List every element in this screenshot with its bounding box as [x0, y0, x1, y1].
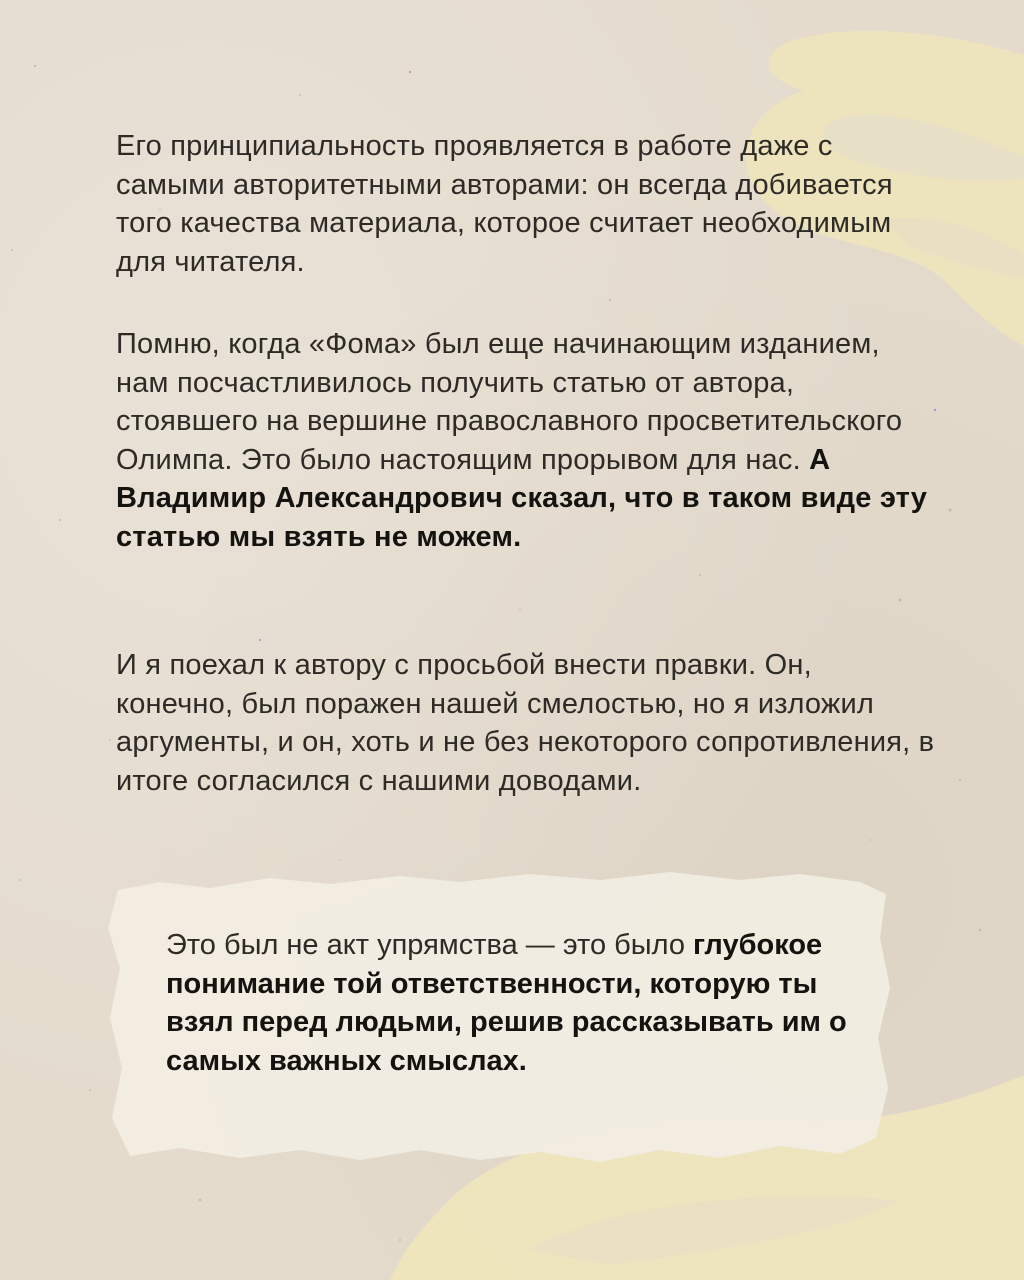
quote-bold: глубокое понимание той ответственности, которую ты взял перед людьми, решив рассказывать им о самых важных смыслах. [166, 929, 847, 1077]
paragraph-1-text: Его принципиальность проявляется в работе даже с самыми авторитетными авторами: он всегда добивается того качества материала, которое считает необходимым для читателя. [116, 130, 893, 278]
quote-paragraph [166, 926, 856, 1080]
quote-block [166, 926, 856, 1080]
paragraph-memory [116, 325, 936, 556]
paragraph-2-text: Помню, когда «Фома» был еще начинающим изданием, нам посчастливилось получить статью от автора, стоявшего на вершине православного просветительского Олимпа. Это было настоящим прорывом для нас. [116, 328, 903, 476]
paragraph-principles [116, 127, 936, 281]
quote-text: Это был не акт упрямства — это было [166, 929, 685, 961]
paragraph-trip [116, 646, 936, 800]
paragraph-3-text: И я поехал к автору с просьбой внести правки. Он, конечно, был поражен нашей смелостью, но я изложил аргументы, и он, хоть и не без некоторого сопротивления, в итоге согласился с нашими доводами. [116, 649, 935, 797]
paragraph-2 [116, 325, 936, 556]
paragraph-2-bold: А Владимир Александрович сказал, что в таком виде эту статью мы взять не можем. [116, 443, 928, 553]
